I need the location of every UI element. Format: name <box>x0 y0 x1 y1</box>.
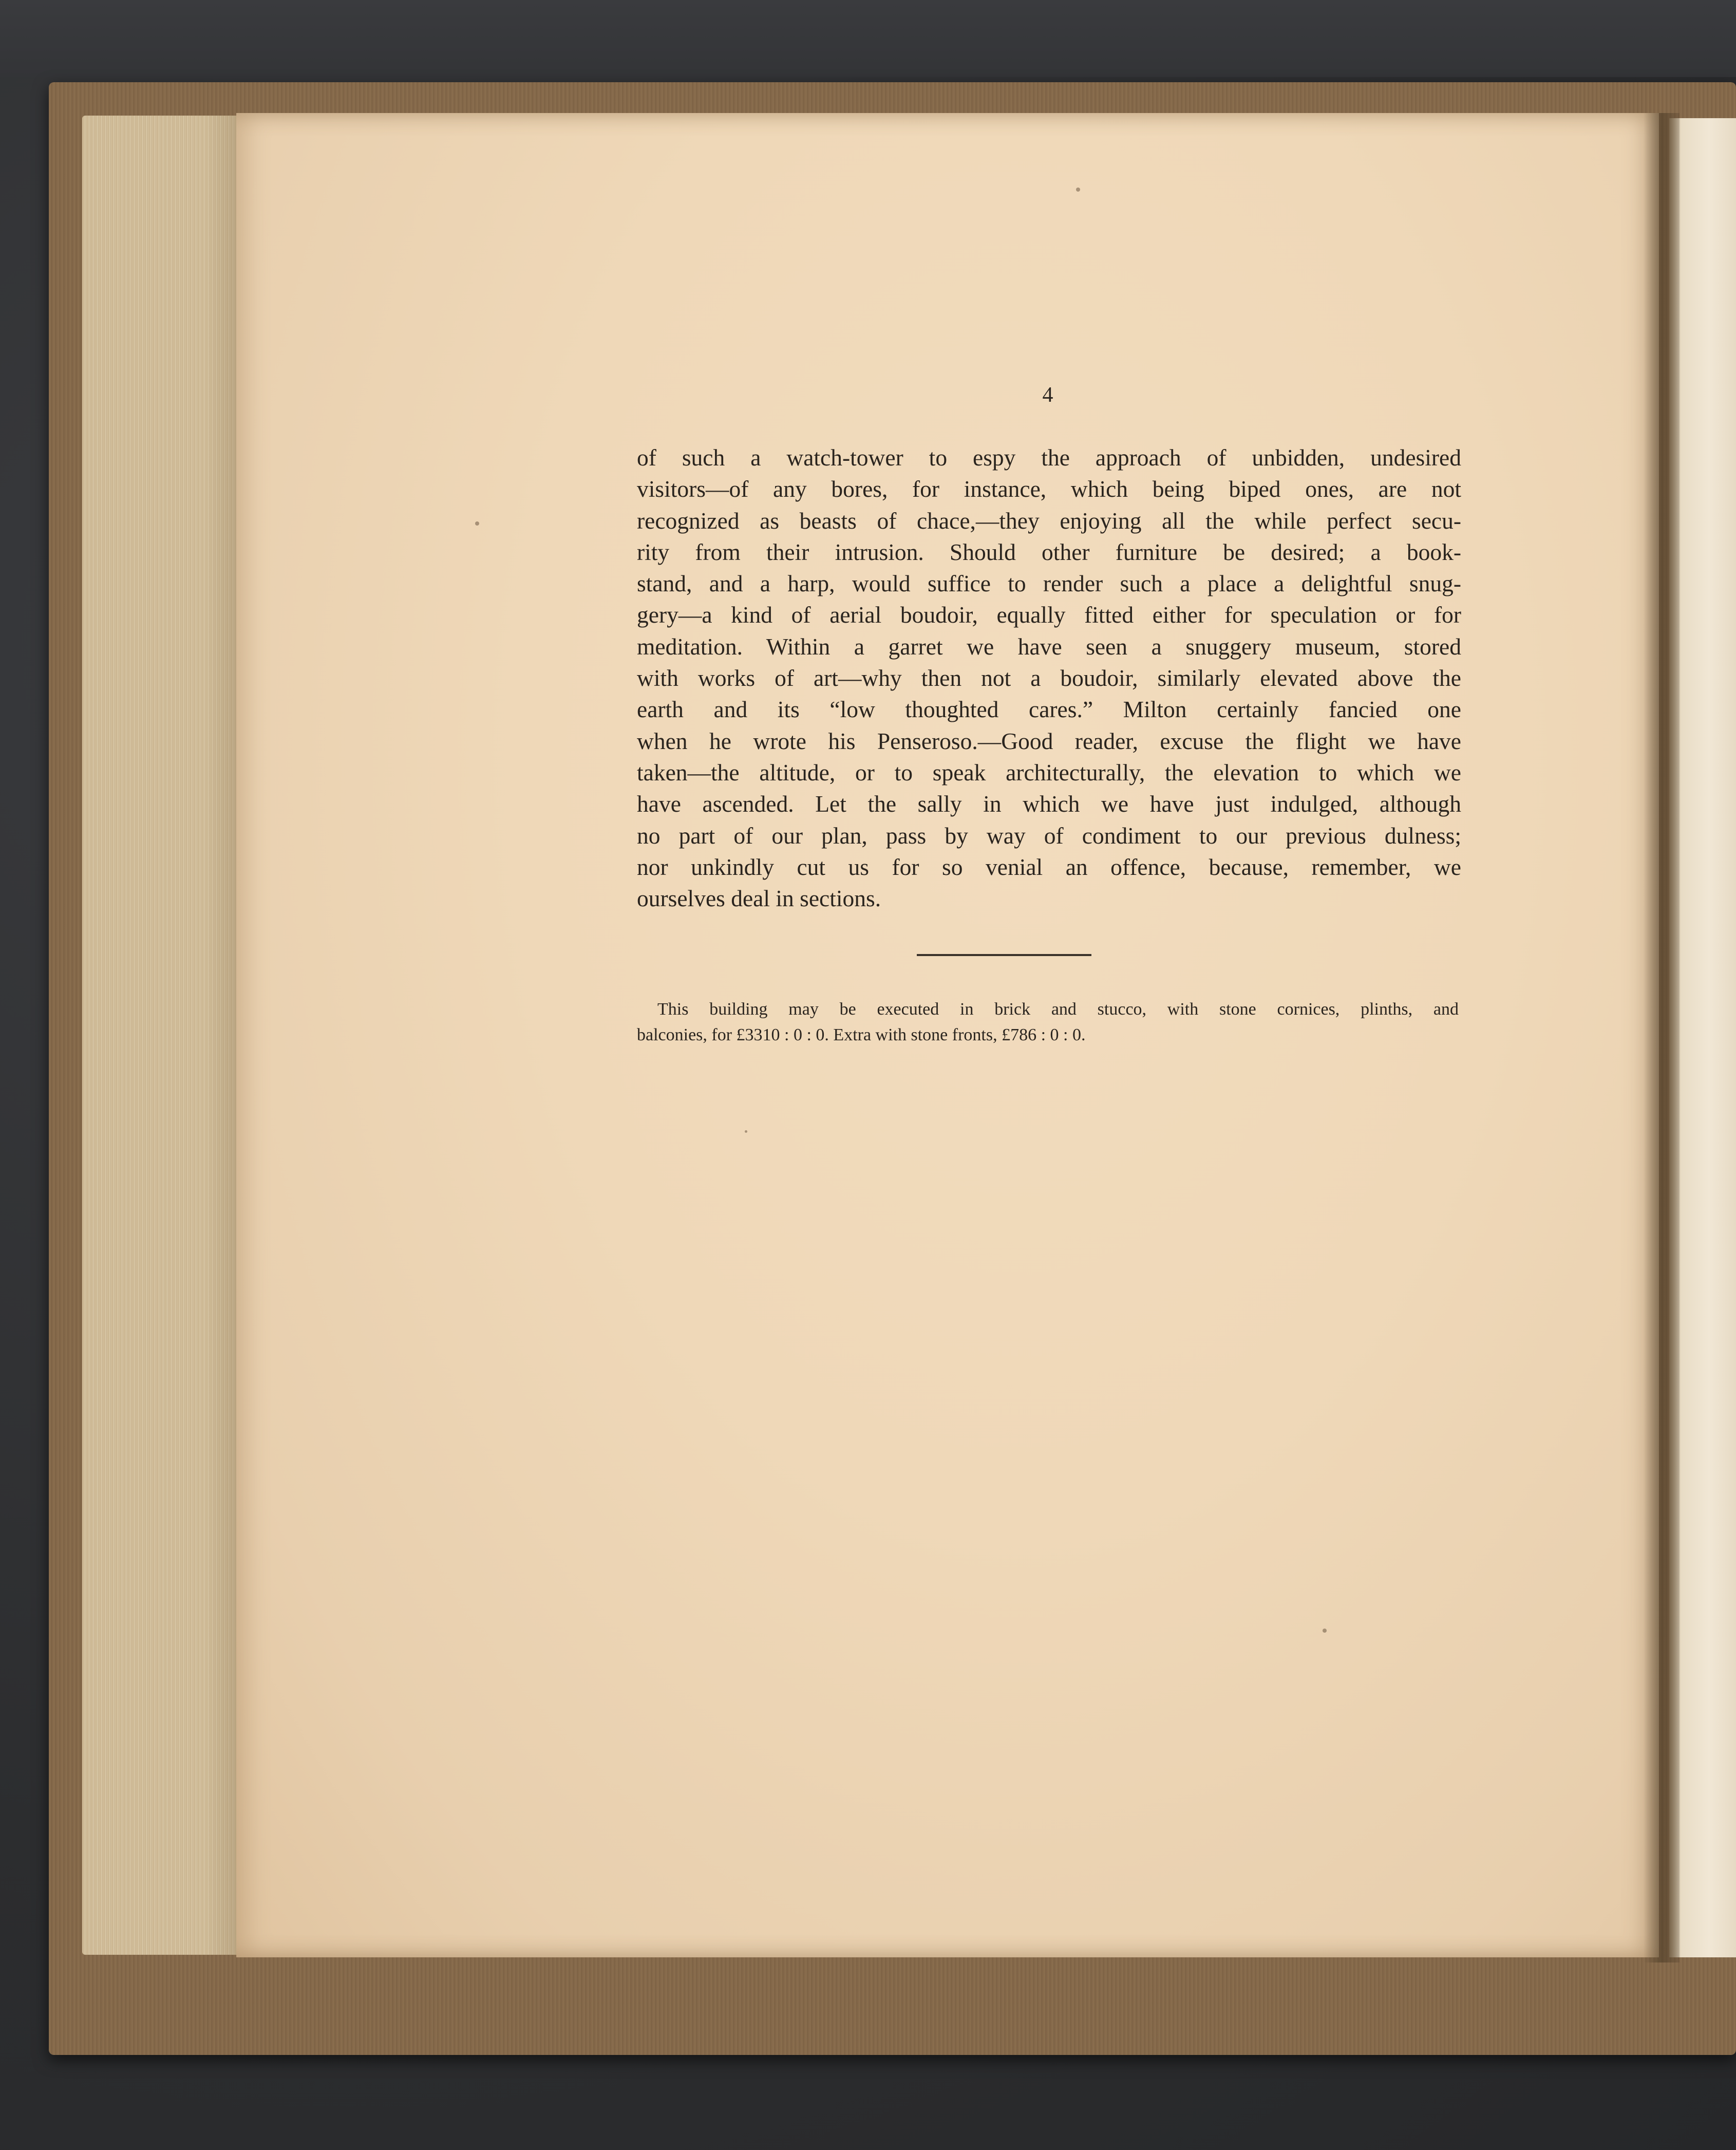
footnote-line: balconies, for £3310 : 0 : 0. Extra with stone fronts, £786 : 0 : 0. <box>637 1025 1086 1044</box>
section-rule <box>917 954 1091 956</box>
page-speck <box>1076 188 1080 192</box>
body-line: recognized as beasts of chace,—they enjoying all the while perfect secu- <box>637 507 1461 534</box>
page-speck <box>475 521 479 526</box>
body-line: gery—a kind of aerial boudoir, equally fitted either for speculation or for <box>637 602 1461 628</box>
footnote <box>637 997 1459 1048</box>
page-speck <box>745 1130 747 1133</box>
page-speck <box>1323 1629 1327 1633</box>
body-line: earth and its “low thoughted cares.” Milton certainly fancied one <box>637 696 1461 723</box>
body-line: nor unkindly cut us for so venial an offence, because, remember, we <box>637 853 1461 880</box>
book-gutter <box>1644 113 1680 1962</box>
body-line: visitors—of any bores, for instance, which being biped ones, are not <box>637 476 1461 502</box>
body-line: with works of art—why then not a boudoir, similarly elevated above the <box>637 665 1461 691</box>
background-top <box>0 0 1736 77</box>
page-number: 4 <box>1042 383 1053 407</box>
body-line: no part of our plan, pass by way of condiment to our previous dulness; <box>637 822 1461 849</box>
body-line: meditation. Within a garret we have seen a snuggery museum, stored <box>637 633 1461 660</box>
body-line: ourselves deal in sections. <box>637 885 881 912</box>
footnote-line: This building may be executed in brick and stucco, with stone cornices, plinths, and <box>657 1000 1459 1019</box>
body-line: of such a watch-tower to espy the approach of unbidden, undesired <box>637 444 1461 471</box>
body-line: taken—the altitude, or to speak architecturally, the elevation to which we <box>637 759 1461 786</box>
body-line: have ascended. Let the sally in which we have just indulged, although <box>637 791 1461 817</box>
body-line: when he wrote his Penseroso.—Good reader, excuse the flight we have <box>637 727 1461 754</box>
body-line: rity from their intrusion. Should other furniture be desired; a book- <box>637 538 1461 565</box>
body-line: stand, and a harp, would suffice to render such a place a delightful snug- <box>637 570 1461 597</box>
body-text <box>637 442 1461 914</box>
